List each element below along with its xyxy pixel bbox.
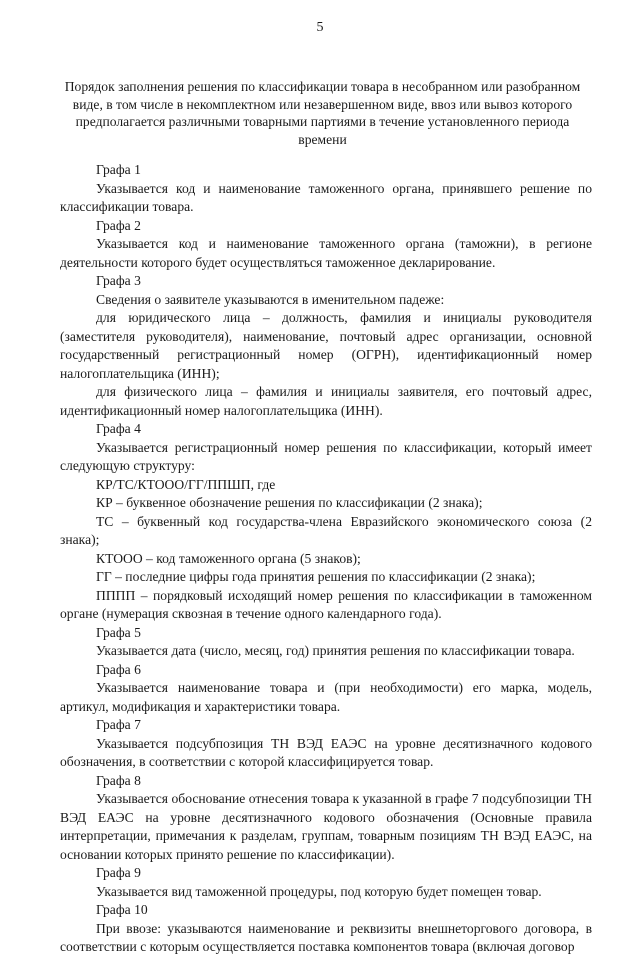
section-heading: Графа 7 [96, 717, 141, 732]
section-heading: Графа 8 [96, 772, 141, 788]
section [60, 624, 592, 661]
section [60, 272, 592, 420]
section-paragraph: КР/ТС/КТООО/ГГ/ППШП, где [96, 476, 276, 492]
section-paragraph: ГГ – последние цифры года принятия решения по классификации (2 знака); [96, 569, 536, 584]
section [60, 661, 592, 717]
section-paragraph: Указывается обоснование отнесения товара к указанной в графе 7 подсубпозиции ТН ВЭД ЕАЭС на уровне десятизначного кодового обозначения (Основные правила интерпретации, примечания к разделам, группам, товарным позициям ТН ВЭД ЕАЭС, на основании которых принято решение по классификации). [60, 791, 592, 862]
section-heading: Графа 9 [96, 865, 141, 880]
section-paragraph: Указывается код и наименование таможенного органа (таможни), в регионе деятельности которого будет осуществляться таможенное декларирование. [60, 236, 592, 270]
section [60, 901, 592, 957]
section-paragraph: Указывается код и наименование таможенного органа, принявшего решение по классификации товара. [60, 180, 592, 214]
document-title: Порядок заполнения решения по классификации товара в несобранном или разобранном виде, в том числе в некомплектном или незавершенном виде, ввоз или вывоз которого предполагается различными товарными партиями в течение установленного периода времени [64, 79, 581, 147]
section-heading: Графа 4 [96, 421, 141, 436]
section-heading: Графа 5 [96, 624, 141, 640]
section [60, 161, 592, 217]
section-paragraph: для физического лица – фамилия и инициалы заявителя, его почтовый адрес, идентификационный номер налогоплательщика (ИНН). [60, 384, 592, 418]
section-heading: Графа 10 [96, 902, 148, 917]
section-paragraph: Сведения о заявителе указываются в именительном падеже: [96, 291, 445, 307]
section-paragraph: КР – буквенное обозначение решения по классификации (2 знака); [96, 495, 483, 510]
section-paragraph: для юридического лица – должность, фамилия и инициалы руководителя (заместителя руководителя), наименование, почтовый адрес организации, основной государственный регистрационный номер (ОГРН), идентификационный номер налогоплательщика (ИНН); [60, 310, 592, 381]
section-paragraph: ПППП – порядковый исходящий номер решения по классификации в таможенном органе (нумерация сквозная в течение одного календарного года). [60, 587, 592, 621]
section [60, 716, 592, 772]
section-paragraph: КТООО – код таможенного органа (5 знаков); [96, 550, 361, 566]
section-paragraph: При ввозе: указываются наименование и реквизиты внешнеторгового договора, в соответствии с которым осуществляется поставка компонентов товара (включая договор [60, 920, 592, 954]
document-body [60, 161, 592, 957]
section-paragraph: Указывается вид таможенной процедуры, под которую будет помещен товар. [96, 883, 542, 899]
section-heading: Графа 6 [96, 661, 141, 677]
section [60, 420, 592, 624]
section [60, 217, 592, 273]
section-paragraph: Указывается регистрационный номер решения по классификации, который имеет следующую структуру: [60, 439, 592, 473]
section-heading: Графа 2 [96, 217, 141, 233]
section-heading: Графа 1 [96, 162, 141, 177]
section-paragraph: Указывается наименование товара и (при необходимости) его марка, модель, артикул, модификация и характеристики товара. [60, 680, 592, 714]
section-paragraph: Указывается дата (число, месяц, год) принятия решения по классификации товара. [96, 643, 575, 658]
section [60, 772, 592, 865]
section-paragraph: ТС – буквенный код государства-члена Евразийского экономического союза (2 знака); [60, 513, 592, 547]
page-number: 5 [316, 20, 324, 35]
section [60, 864, 592, 901]
section-heading: Графа 3 [96, 273, 141, 288]
section-paragraph: Указывается подсубпозиция ТН ВЭД ЕАЭС на уровне десятизначного кодового обозначения, в соответствии с которой классифицируется товар. [60, 735, 592, 769]
